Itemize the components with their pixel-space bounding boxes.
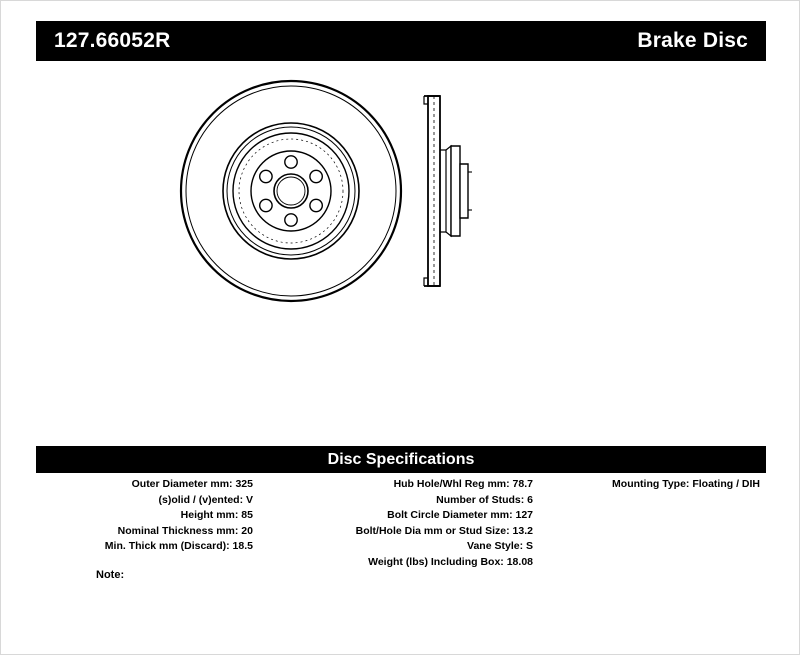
spec-item: Outer Diameter mm: 325 xyxy=(131,478,253,490)
spec-item: Min. Thick mm (Discard): 18.5 xyxy=(104,540,253,552)
spec-title: Disc Specifications xyxy=(327,450,475,468)
spec-item: Vane Style: S xyxy=(467,540,533,552)
spec-column-middle xyxy=(261,477,541,570)
spec-item: Height mm: 85 xyxy=(180,509,253,521)
spec-item: Number of Studs: 6 xyxy=(436,493,533,506)
header-bar xyxy=(36,21,766,61)
product-type-label: Brake Disc xyxy=(637,29,748,52)
spec-columns xyxy=(36,477,766,570)
rotor-side-view xyxy=(424,96,472,286)
spec-item: (s)olid / (v)ented: V xyxy=(158,493,253,506)
rotor-front-view xyxy=(181,81,401,301)
part-number: 127.66052R xyxy=(54,29,171,52)
spec-item: Bolt Circle Diameter mm: 127 xyxy=(387,509,533,521)
spec-item: Hub Hole/Whl Reg mm: 78.7 xyxy=(393,478,533,490)
note-label: Note: xyxy=(96,569,125,581)
spec-item: Weight (lbs) Including Box: 18.08 xyxy=(368,555,533,568)
spec-item: Nominal Thickness mm: 20 xyxy=(117,524,253,537)
spec-column-right xyxy=(541,477,766,493)
product-drawing xyxy=(36,76,766,426)
spec-column-left xyxy=(36,477,261,555)
spec-item: Bolt/Hole Dia mm or Stud Size: 13.2 xyxy=(355,524,533,537)
spec-item: Mounting Type: Floating / DIH xyxy=(612,478,760,490)
spec-title-bar xyxy=(36,446,766,473)
